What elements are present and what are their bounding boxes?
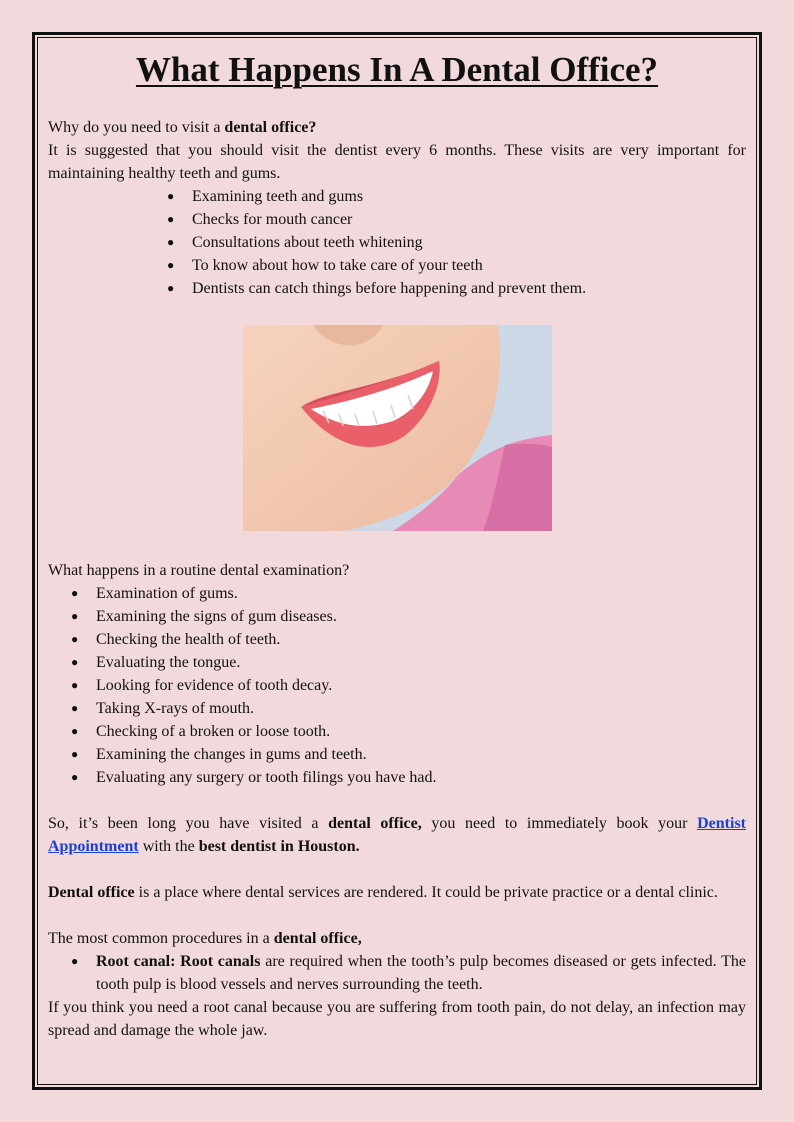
list-item: ● Taking X-rays of mouth. xyxy=(48,697,746,720)
definition-paragraph: Dental office is a place where dental services are rendered. It could be private practice or a dental clinic. xyxy=(48,884,718,901)
list-item: ● Checking of a broken or loose tooth. xyxy=(48,720,746,743)
list-item: ● Examination of gums. xyxy=(48,582,746,605)
list-item: ● Dentists can catch things before happening and prevent them. xyxy=(48,277,746,300)
procedures-heading: The most common procedures in a dental office, xyxy=(48,930,362,947)
closing-paragraph: If you think you need a root canal because you are suffering from tooth pain, do not delay, an infection may spread and damage the whole jaw. xyxy=(48,999,746,1039)
photo-container xyxy=(48,313,746,559)
list-item: ● To know about how to take care of your teeth xyxy=(48,254,746,277)
exam-heading: What happens in a routine dental examination? xyxy=(48,562,350,579)
list-item: ● Examining teeth and gums xyxy=(48,185,746,208)
list-item: ● Evaluating any surgery or tooth filings you have had. xyxy=(48,766,746,789)
dentist-appointment-link[interactable]: Dentist Appointment xyxy=(48,815,746,855)
list-item: ● Checking the health of teeth. xyxy=(48,628,746,651)
list-item: ● Examining the signs of gum diseases. xyxy=(48,605,746,628)
procedures-list xyxy=(48,950,746,996)
exam-list xyxy=(48,582,746,789)
intro-question: Why do you need to visit a dental office? xyxy=(48,119,317,136)
list-item: ● Root canal: Root canals are required when the tooth’s pulp becomes diseased or gets infected. The tooth pulp is blood vessels and nerves surrounding the teeth. xyxy=(48,950,746,996)
list-item: ● Consultations about teeth whitening xyxy=(48,231,746,254)
page-title: What Happens In A Dental Office? xyxy=(135,50,659,89)
document-body xyxy=(48,44,746,1042)
list-item: ● Evaluating the tongue. xyxy=(48,651,746,674)
smile-illustration xyxy=(243,325,552,531)
list-item: ● Checks for mouth cancer xyxy=(48,208,746,231)
list-item: ● Looking for evidence of tooth decay. xyxy=(48,674,746,697)
reasons-list xyxy=(48,185,746,300)
list-item: ● Examining the changes in gums and teeth. xyxy=(48,743,746,766)
booking-paragraph: So, it’s been long you have visited a dental office, you need to immediately book your Dentist Appointment with the best dentist in Houston. xyxy=(48,815,746,855)
smile-photo xyxy=(243,325,552,531)
intro-paragraph: It is suggested that you should visit the dentist every 6 months. These visits are very important for maintaining healthy teeth and gums. xyxy=(48,142,746,182)
